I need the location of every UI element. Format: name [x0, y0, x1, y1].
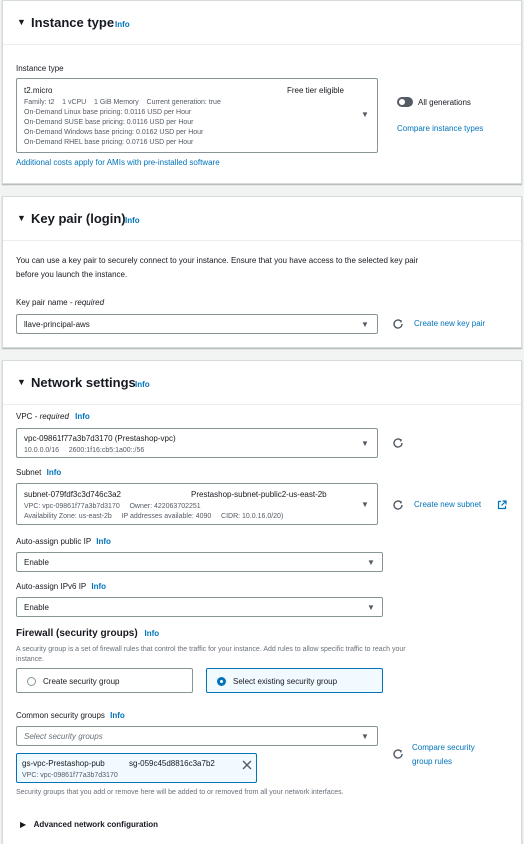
- required-text: - required: [32, 412, 69, 421]
- radio-selected-icon: [217, 677, 226, 686]
- firewall-description-2: instance.: [16, 656, 45, 663]
- sg-token-id: sg-059c45d8816c3a7b2: [129, 759, 215, 768]
- external-link-icon[interactable]: [497, 500, 507, 510]
- info-link[interactable]: Info: [115, 20, 130, 29]
- compare-sg-rules-link[interactable]: Compare security: [412, 743, 475, 752]
- info-link[interactable]: Info: [91, 582, 107, 591]
- common-sg-label: [16, 711, 125, 720]
- firewall-title-text: Firewall (security groups): [16, 628, 138, 639]
- key-pair-panel: [2, 196, 522, 348]
- sg-token-name: gs-vpc-Prestashop-pub: [22, 759, 105, 768]
- advanced-network-toggle[interactable]: [20, 814, 158, 832]
- instance-type-value: t2.micro: [24, 86, 53, 95]
- info-link[interactable]: Info: [75, 412, 90, 421]
- firewall-description: A security group is a set of firewall rules that control the traffic for your instance. Add rules to allow specific traffic to reach your: [16, 646, 406, 653]
- chevron-down-icon: ▼: [367, 558, 375, 567]
- info-link[interactable]: Info: [110, 711, 125, 720]
- expand-triangle-icon[interactable]: ▼: [17, 377, 26, 387]
- vpc-value: vpc-09861f77a3b7d3170 (Prestashop-vpc): [24, 434, 176, 443]
- chevron-down-icon: ▼: [361, 439, 369, 448]
- compare-sg-rules-link-2[interactable]: group rules: [412, 757, 453, 766]
- instance-detail: On-Demand Windows base pricing: 0.0162 USD per Hour: [24, 129, 204, 136]
- vpc-label: [16, 412, 90, 421]
- sg-token-vpc: VPC: vpc-09861f77a3b7d3170: [22, 772, 118, 779]
- instance-type-title: Instance type: [31, 15, 115, 30]
- instance-type-select[interactable]: [16, 78, 378, 153]
- close-icon[interactable]: [242, 760, 252, 770]
- caret-right-icon: ▶: [20, 820, 27, 829]
- key-pair-select[interactable]: [16, 314, 378, 334]
- chevron-down-icon: ▼: [361, 732, 369, 741]
- free-tier-badge: Free tier eligible: [287, 86, 344, 95]
- refresh-icon[interactable]: [392, 437, 404, 449]
- info-link[interactable]: Info: [46, 468, 62, 477]
- security-groups-select[interactable]: [16, 726, 378, 746]
- network-settings-title: Network settings: [31, 375, 136, 390]
- subnet-value: subnet-079fdf3c3d746c3a2: [24, 490, 121, 499]
- info-link[interactable]: Info: [144, 629, 160, 638]
- network-settings-header[interactable]: [3, 361, 521, 405]
- instance-detail: Family: t2 1 vCPU 1 GiB Memory Current generation: true: [24, 99, 221, 106]
- expand-triangle-icon[interactable]: ▼: [17, 17, 26, 27]
- sg-note: Security groups that you add or remove here will be added to or removed from all your network interfaces.: [16, 789, 344, 796]
- subnet-detail: Availability Zone: us-east-2b IP addresses available: 4090 CIDR: 10.0.16.0/20): [24, 513, 284, 520]
- subnet-name: Prestashop-subnet-public2-us-east-2b: [191, 490, 327, 499]
- create-key-pair-link[interactable]: Create new key pair: [414, 319, 486, 328]
- all-generations-toggle[interactable]: [397, 97, 413, 107]
- auto-ipv6-label-text: Auto-assign IPv6 IP: [16, 582, 87, 591]
- expand-triangle-icon[interactable]: ▼: [17, 213, 26, 223]
- all-generations-label: All generations: [418, 98, 471, 107]
- create-subnet-link[interactable]: Create new subnet: [414, 500, 482, 509]
- key-pair-value: llave-principal-aws: [24, 320, 90, 329]
- security-groups-placeholder: Select security groups: [24, 732, 103, 741]
- subnet-label: [16, 468, 61, 477]
- info-link[interactable]: Info: [125, 216, 140, 225]
- chevron-down-icon: ▼: [367, 603, 375, 612]
- radio-unselected-icon: [27, 677, 36, 686]
- select-existing-security-group-option[interactable]: [206, 668, 383, 693]
- create-security-group-option[interactable]: [16, 668, 193, 693]
- key-pair-title: Key pair (login): [31, 211, 126, 226]
- chevron-down-icon: ▼: [361, 500, 369, 509]
- subnet-select[interactable]: [16, 483, 378, 525]
- vpc-label-text: VPC: [16, 412, 33, 421]
- instance-detail: On-Demand Linux base pricing: 0.0116 USD per Hour: [24, 109, 192, 116]
- network-settings-panel: [2, 360, 522, 844]
- auto-ipv6-value: Enable: [24, 603, 49, 612]
- vpc-select[interactable]: [16, 428, 378, 458]
- security-group-token: [16, 753, 257, 783]
- vpc-detail: 10.0.0.0/16 2600:1f16:cb5:1a00::/56: [24, 447, 145, 454]
- key-pair-label: [16, 298, 104, 307]
- advanced-network-label: Advanced network configuration: [33, 820, 159, 829]
- auto-ip-select[interactable]: [16, 552, 383, 572]
- required-text: - required: [67, 298, 105, 307]
- key-pair-description-2: before you launch the instance.: [16, 270, 128, 279]
- firewall-title: [16, 628, 159, 639]
- auto-ip-label-text: Auto-assign public IP: [16, 537, 92, 546]
- info-link[interactable]: Info: [135, 380, 150, 389]
- auto-ipv6-select[interactable]: [16, 597, 383, 617]
- subnet-label-text: Subnet: [16, 468, 42, 477]
- key-pair-description: You can use a key pair to securely connect to your instance. Ensure that you have access to the selected key pair: [16, 256, 419, 265]
- toggle-knob: [399, 99, 405, 105]
- chevron-down-icon: ▼: [361, 110, 369, 119]
- instance-type-header[interactable]: [3, 1, 521, 45]
- auto-ip-label: [16, 537, 111, 546]
- refresh-icon[interactable]: [392, 748, 404, 760]
- select-existing-security-group-label: Select existing security group: [233, 677, 338, 686]
- chevron-down-icon: ▼: [361, 320, 369, 329]
- instance-detail: On-Demand SUSE base pricing: 0.0116 USD per Hour: [24, 119, 194, 126]
- subnet-detail: VPC: vpc-09861f77a3b7d3170 Owner: 422063702251: [24, 503, 201, 510]
- common-sg-label-text: Common security groups: [16, 711, 105, 720]
- create-security-group-label: Create security group: [43, 677, 120, 686]
- refresh-icon[interactable]: [392, 318, 404, 330]
- key-pair-label-text: Key pair name: [16, 298, 68, 307]
- auto-ipv6-label: [16, 582, 106, 591]
- ami-costs-link[interactable]: Additional costs apply for AMIs with pre-installed software: [16, 158, 220, 167]
- key-pair-header[interactable]: [3, 197, 521, 241]
- instance-type-panel: [2, 0, 522, 184]
- info-link[interactable]: Info: [96, 537, 111, 546]
- refresh-icon[interactable]: [392, 499, 404, 511]
- auto-ip-value: Enable: [24, 558, 49, 567]
- instance-detail: On-Demand RHEL base pricing: 0.0716 USD per Hour: [24, 139, 194, 146]
- compare-instance-types-link[interactable]: Compare instance types: [397, 124, 484, 133]
- instance-type-label: Instance type: [16, 64, 64, 73]
